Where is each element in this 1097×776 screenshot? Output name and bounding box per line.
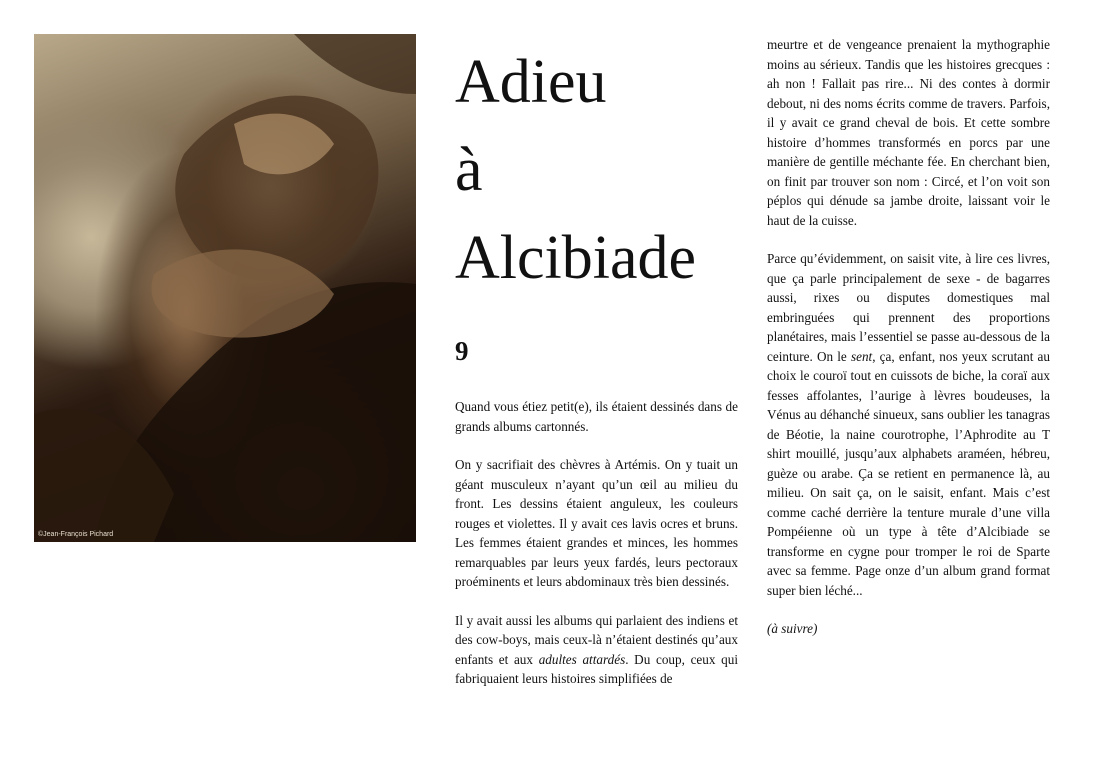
paragraph: Quand vous étiez petit(e), ils étaient dessinés dans de grands albums cartonnés. [455,399,738,434]
text-run: . Du coup, ceux qui fabriquaient leurs histoires simplifiées de [455,651,739,686]
paragraph: meurtre et de vengeance prenaient la mythographie moins au sérieux. Tandis que les histoires grecques : ah non ! Fallait pas rire... Ni des contes à dormir debout, ni des noms écrits comme de travers. Parfois, il y avait ce grand cheval de bois. Et cette sombre histoire d’hommes transformés en porcs par une manière de gentille méchante fée. En cherchant bien, on finit par trouver son nom : Circé, et l’on voit son péplos qui dénude sa jambe droite, laissant voir le haut de la cuisse. [767,37,1050,228]
text-run: Parce qu’évidemment, on saisit vite, à lire ces livres, que ça parle principalement de sexe - de bagarres aussi, rixes ou disputes domestiques mal embringuées qui prennent des proportions planétaires, mais l’essentiel se passe au-dessous de la ceinture. On le [767,251,1050,364]
photo-credit: ©Jean-François Pichard [38,531,114,538]
title-line-2: à [455,136,483,204]
text-run: , ça, enfant, nos yeux scrutant au choix le couroï tout en cuissots de biche, la coraï aux fesses affolantes, l’aurige à lèvres boudeuses, la Vénus au déhanché sinueux, sans oublier les tanagras de Béotie, la naine courotrophe, l’Aphrodite au T shirt mouillé, jusqu’aux alphabets araméen, hébreu, guèze ou arabe. Ça se retient en permanence là, au milieu. On sait ça, on le saisit, enfant. Mais c’est comme caché derrière la tenture murale d’une villa Pompéienne où un type à tête d’Alcibiade se transforme en cygne pour tromper le roi de Sparte avec sa femme. Page onze d’un album grand format super bien léché... [767,348,1050,598]
text-column-right [767,35,1050,658]
emphasis-text: sent [850,348,873,364]
text-column-left [455,397,738,708]
paragraph [767,249,1050,600]
title-line-3: Alcibiade [455,224,697,292]
sculpture-photo [34,34,416,542]
title-line-1: Adieu [455,48,607,116]
emphasis-text: adultes attardés [538,651,626,667]
paragraph [455,611,738,689]
chapter-number: 9 [455,336,469,366]
bronze-sculpture-image [34,34,416,542]
paragraph: On y sacrifiait des chèvres à Artémis. On y tuait un géant musculeux n’ayant qu’un œil au milieu du front. Les dessins étaient anguleux, les couleurs rouges et violettes. Il y avait ces lavis ocres et bruns. Les femmes étaient grandes et minces, les hommes remarquables par leurs yeux fardés, leurs pectoraux proéminents et leurs abdominaux très bien dessinés. [455,457,738,589]
text-run: Il y avait aussi les albums qui parlaient des indiens et des cow-boys, mais ceux-là n’étaient destinés qu’aux enfants et aux [455,612,738,667]
article-title [455,38,696,302]
to-be-continued: (à suivre) [767,621,818,636]
